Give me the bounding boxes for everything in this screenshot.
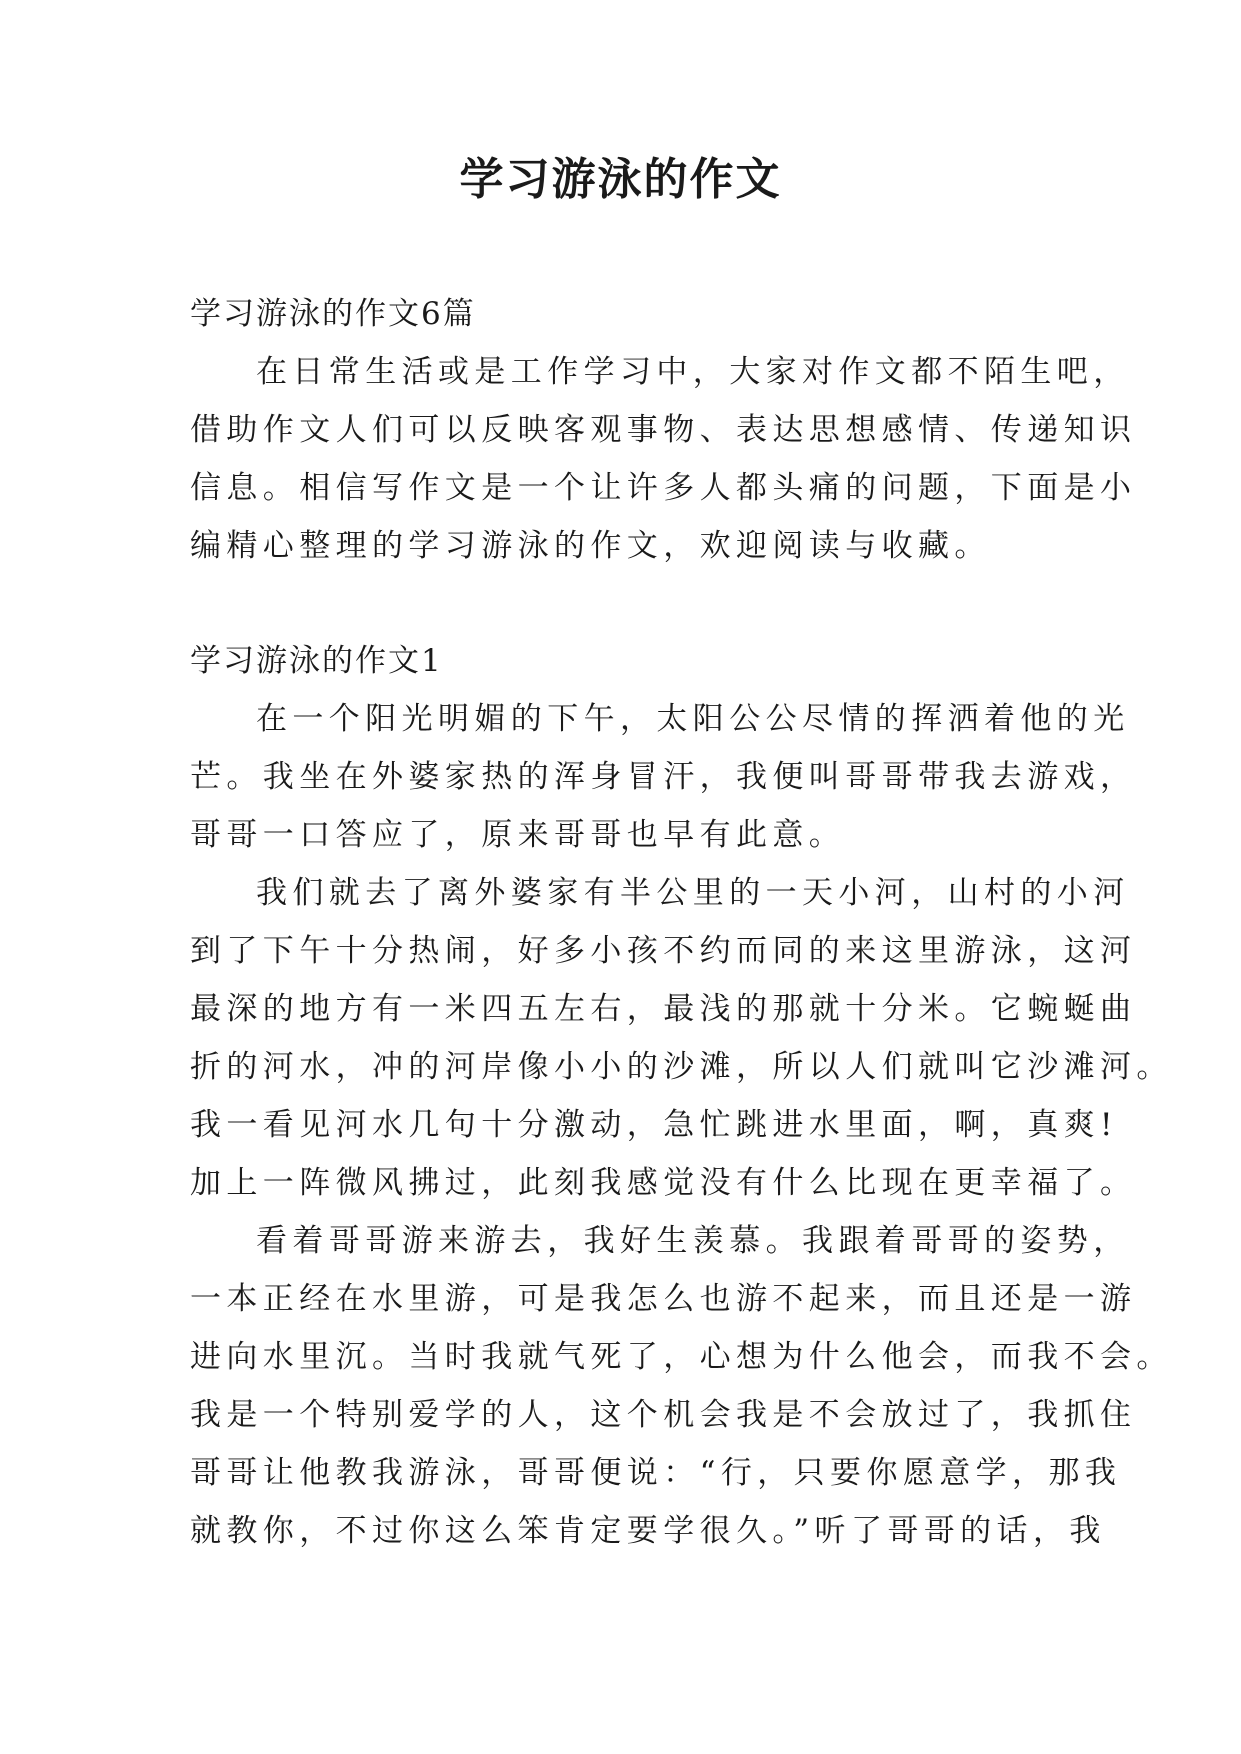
section-paragraph-2 bbox=[190, 864, 1173, 1212]
paragraph-line: 加上一阵微风拂过，此刻我感觉没有什么比现在更幸福了。 bbox=[190, 1165, 1137, 1201]
paragraph-line: 看着哥哥游来游去，我好生羡慕。我跟着哥哥的姿势， bbox=[256, 1223, 1130, 1259]
paragraph-line: 最深的地方有一米四五左右，最浅的那就十分米。它蜿蜒曲 bbox=[190, 991, 1137, 1027]
paragraph-line: 我们就去了离外婆家有半公里的一天小河，山村的小河 bbox=[256, 875, 1130, 911]
section-heading: 学习游泳的作文1 bbox=[190, 643, 443, 679]
paragraph-line: 哥哥一口答应了，原来哥哥也早有此意。 bbox=[190, 817, 846, 853]
paragraph-line: 到了下午十分热闹，好多小孩不约而同的来这里游泳，这河 bbox=[190, 933, 1137, 969]
paragraph-line: 折的河水，冲的河岸像小小的沙滩，所以人们就叫它沙滩河。 bbox=[190, 1049, 1173, 1085]
document-subtitle: 学习游泳的作文6篇 bbox=[190, 296, 476, 332]
section-paragraph-3 bbox=[190, 1212, 1173, 1560]
paragraph-line: 编精心整理的学习游泳的作文，欢迎阅读与收藏。 bbox=[190, 528, 991, 564]
paragraph-line: 借助作文人们可以反映客观事物、表达思想感情、传递知识 bbox=[190, 412, 1137, 448]
paragraph-line: 信息。相信写作文是一个让许多人都头痛的问题，下面是小 bbox=[190, 470, 1137, 506]
section-paragraph-1 bbox=[190, 690, 1137, 864]
paragraph-line: 在一个阳光明媚的下午，太阳公公尽情的挥洒着他的光 bbox=[256, 701, 1130, 737]
paragraph-line: 哥哥让他教我游泳，哥哥便说：“行，只要你愿意学，那我 bbox=[190, 1455, 1122, 1491]
section-spacer bbox=[190, 575, 1060, 632]
paragraph-line: 我一看见河水几句十分激动，急忙跳进水里面，啊，真爽! bbox=[190, 1107, 1118, 1143]
paragraph-line: 一本正经在水里游，可是我怎么也游不起来，而且还是一游 bbox=[190, 1281, 1137, 1317]
paragraph-line: 芒。我坐在外婆家热的浑身冒汗，我便叫哥哥带我去游戏， bbox=[190, 759, 1137, 795]
paragraph-line: 我是一个特别爱学的人，这个机会我是不会放过了，我抓住 bbox=[190, 1397, 1137, 1433]
paragraph-line: 在日常生活或是工作学习中，大家对作文都不陌生吧， bbox=[256, 354, 1130, 390]
intro-paragraph bbox=[190, 343, 1137, 575]
paragraph-line: 进向水里沉。当时我就气死了，心想为什么他会，而我不会。 bbox=[190, 1339, 1173, 1375]
paragraph-line: 就教你，不过你这么笨肯定要学很久。”听了哥哥的话，我 bbox=[190, 1513, 1106, 1549]
document-body bbox=[190, 285, 1173, 1560]
document-title: 学习游泳的作文 bbox=[459, 154, 782, 205]
